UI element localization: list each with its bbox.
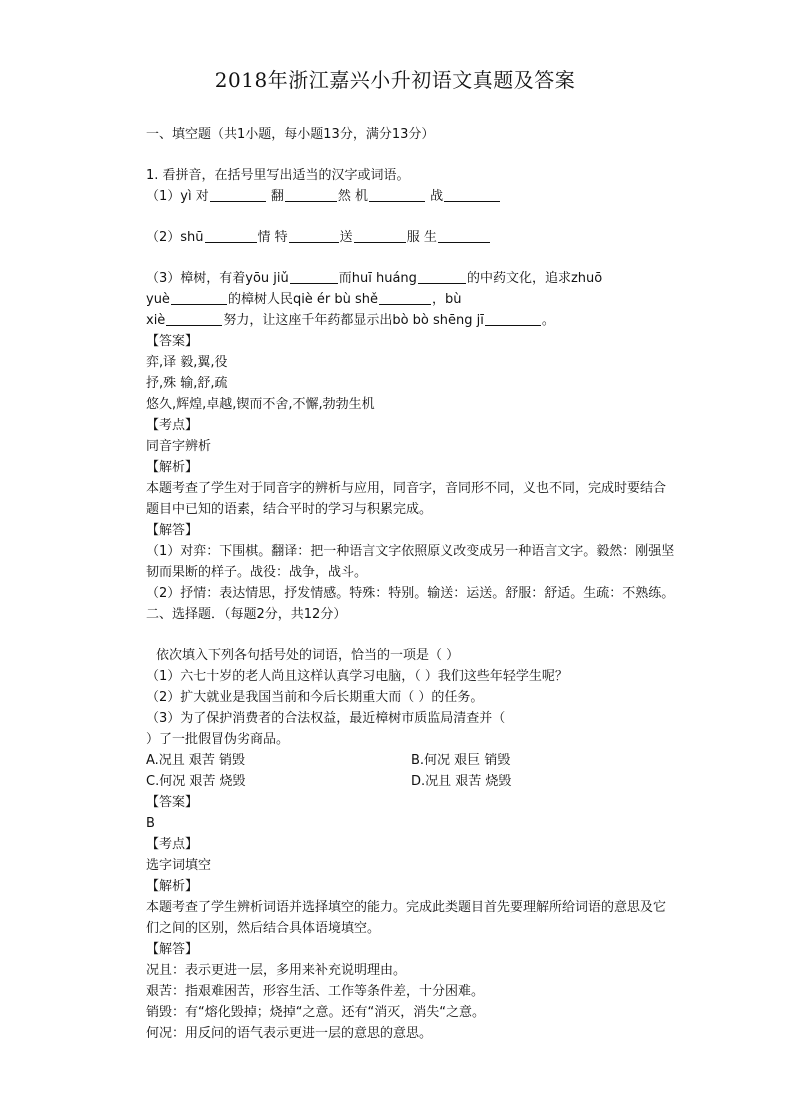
page-title: 2018年浙江嘉兴小升初语文真题及答案 — [214, 68, 576, 92]
q1-line3c-text1: 努力，让这座千年药都显示出bò bò shēng jī — [223, 313, 484, 328]
kaodian-label: 【考点】 — [146, 837, 199, 852]
kaodian-text: 选字词填空 — [146, 858, 212, 873]
q1-prompt: 1. 看拼音，在括号里写出适当的汉字或词语。 — [146, 168, 410, 183]
jieda-label: 【解答】 — [146, 523, 199, 538]
q1-line3a-text1: 而huī huáng — [338, 271, 417, 286]
q2-sentence-1: （1）六七十岁的老人尚且这样认真学习电脑，（ ）我们这些年轻学生呢？ — [146, 669, 568, 684]
q1-line2-text1: 情 特 — [257, 230, 288, 245]
q1-line3c-text2: 。 — [541, 313, 555, 328]
answer-blank — [166, 312, 222, 326]
answer-value: B — [146, 816, 155, 831]
answer-blank — [289, 229, 339, 243]
jieda-line: 销毁：有“熔化毁掉；烧掉“之意。还有“消灭，消失“之意。 — [146, 1005, 485, 1020]
jieda-text-2: （2）抒情：表达情思，抒发情感。特殊：特别。输送：运送。舒服：舒适。生疏：不熟练。 — [146, 586, 675, 601]
q1-line3b-text0: yuè — [146, 292, 170, 307]
answer-blank — [171, 291, 227, 305]
answer-blank — [205, 229, 257, 243]
answer-blank — [285, 188, 337, 202]
answer-label: 【答案】 — [146, 334, 199, 349]
jiexi-label: 【解析】 — [146, 460, 199, 475]
jiexi-label: 【解析】 — [146, 879, 199, 894]
q1-line2 — [146, 227, 676, 248]
jiexi-text: 本题考查了学生对于同音字的辨析与应用，同音字，音同形不同，义也不同，完成时要结合题目中已知的语素，结合平时的学习与积累完成。 — [146, 481, 667, 517]
q1-line1 — [146, 186, 676, 207]
answer-blank — [444, 188, 500, 202]
answer-blank — [438, 229, 490, 243]
jieda-line: 艰苦：指艰难困苦，形容生活、工作等条件差，十分困难。 — [146, 984, 485, 999]
q1-line3c-text0: xiè — [146, 313, 166, 328]
section2-header: 二、选择题．（每题2分，共12分） — [146, 607, 347, 622]
answer-blank — [379, 291, 431, 305]
options-row-2 — [146, 771, 676, 792]
jieda-label: 【解答】 — [146, 942, 199, 957]
kaodian-label: 【考点】 — [146, 418, 199, 433]
q1-line3c — [146, 310, 676, 331]
answer-line: 悠久,辉煌,卓越,锲而不舍,不懈,勃勃生机 — [146, 397, 375, 412]
q1-line3b-text1: 的樟树人民qiè ér bù shě — [227, 292, 379, 307]
options-row-1 — [146, 750, 676, 771]
kaodian-text: 同音字辨析 — [146, 439, 212, 454]
q1-line1-text3: 战 — [430, 189, 444, 204]
answer-blank — [354, 229, 406, 243]
q1-line2-text3: 服 生 — [406, 230, 437, 245]
section1-header: 一、填空题（共1小题，每小题13分，满分13分） — [146, 127, 435, 142]
answer-blank — [418, 270, 466, 284]
option-b: B.何况 艰巨 销毁 — [411, 753, 511, 768]
answer-label: 【答案】 — [146, 795, 199, 810]
answer-line: 抒,殊 输,舒,疏 — [146, 376, 228, 391]
jieda-text-1: （1）对弈：下围棋。翻译：把一种语言文字依照原义改变成另一种语言文字。毅然：刚强坚韧而果断的样子。战役：战争，战斗。 — [146, 544, 675, 580]
q2-sentence-3b: ）了一批假冒伪劣商品。 — [146, 732, 290, 747]
answer-blank — [210, 188, 266, 202]
q1-line1-text2: 然 机 — [337, 189, 369, 204]
q1-line1-text0: （1）yì 对 — [146, 189, 209, 204]
option-d: D.况且 艰苦 烧毁 — [411, 774, 512, 789]
q1-line3a — [146, 268, 676, 289]
jiexi-text: 本题考查了学生辨析词语并选择填空的能力。完成此类题目首先要理解所给词语的意思及它们之间的区别，然后结合具体语境填空。 — [146, 900, 667, 936]
q2-sentence-3a: （3）为了保护消费者的合法权益，最近樟树市质监局清查并（ — [146, 711, 506, 726]
document-body — [146, 124, 676, 1044]
option-a: A.况且 艰苦 销毁 — [146, 753, 246, 768]
answer-line: 弈,译 毅,翼,役 — [146, 355, 228, 370]
jieda-line: 何况：用反问的语气表示更进一层的意思的意思。 — [146, 1026, 433, 1041]
answer-blank — [485, 312, 541, 326]
q2-stem: 依次填入下列各句括号处的词语，恰当的一项是（ ） — [156, 648, 460, 663]
answer-blank — [369, 188, 425, 202]
q1-line3a-text2: 的中药文化，追求zhuō — [466, 271, 603, 286]
q1-line1-text1: 翻 — [270, 189, 284, 204]
q1-line2-text0: （2）shū — [146, 230, 204, 245]
q1-line2-text2: 送 — [339, 230, 353, 245]
q1-line3b-text2: ，bù — [432, 292, 462, 307]
option-c: C.何况 艰苦 烧毁 — [146, 774, 246, 789]
q1-line3a-text0: （3）樟树，有着yōu jiǔ — [146, 271, 289, 286]
answer-blank — [290, 270, 338, 284]
q2-sentence-2: （2）扩大就业是我国当前和今后长期重大而（ ）的任务。 — [146, 690, 484, 705]
q1-line3b — [146, 289, 676, 310]
jieda-line: 况且：表示更进一层，多用来补充说明理由。 — [146, 963, 407, 978]
